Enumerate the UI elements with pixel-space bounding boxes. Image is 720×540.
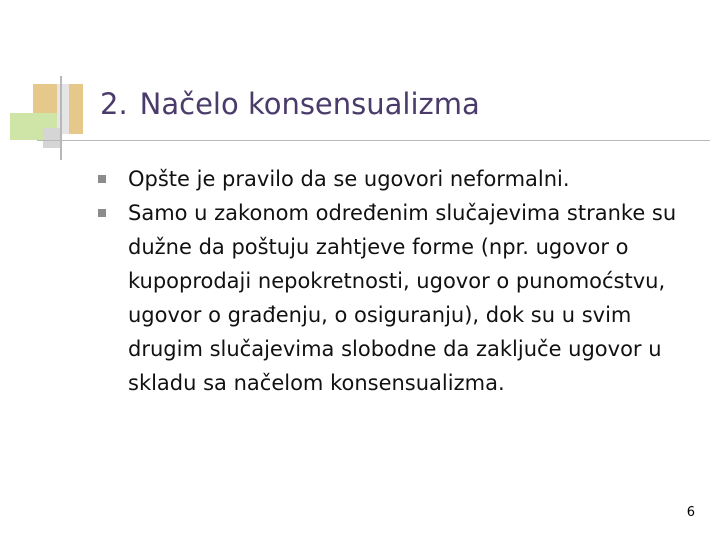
bullet-item bbox=[98, 196, 710, 400]
slide-page-number: 6 bbox=[686, 505, 695, 520]
bullet-text: Samo u zakonom određenim slučajevima stranke su dužne da poštuju zahtjeve forme (npr. ugovor o kupoprodaji nepokretnosti, ugovor o punomoćstvu, ugovor o građenju, o osiguranju), dok su u svim drugim slučajevima slobodne da zaključe ugovor u skladu sa načelom konsensualizma. bbox=[128, 201, 677, 395]
square-bullet-icon bbox=[98, 209, 106, 217]
decorative-vertical-rule bbox=[60, 76, 62, 160]
decorative-grey-square-upper bbox=[57, 84, 69, 134]
bullet-item bbox=[98, 162, 710, 196]
slide-title bbox=[100, 82, 480, 126]
title-underline-rule bbox=[37, 140, 710, 141]
square-bullet-icon bbox=[98, 175, 106, 183]
title-number: 2. bbox=[100, 87, 128, 121]
bullet-list bbox=[98, 162, 710, 400]
bullet-text: Opšte je pravilo da se ugovori neformalni. bbox=[128, 167, 570, 191]
title-text: Načelo konsensualizma bbox=[139, 87, 480, 121]
decorative-grey-square-lower bbox=[43, 128, 61, 148]
